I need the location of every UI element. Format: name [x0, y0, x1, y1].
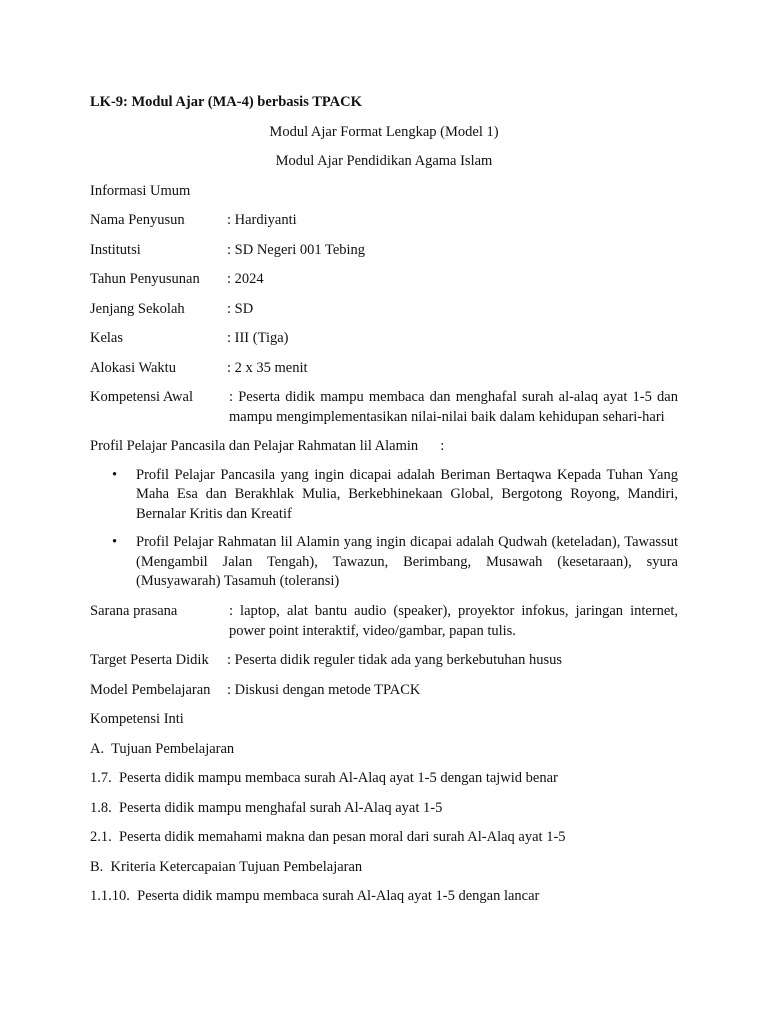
tujuan-pembelajaran-heading: A. Tujuan Pembelajaran: [90, 740, 235, 757]
field-kelas: [90, 329, 678, 349]
kriteria-item: 1.1.10. Peserta didik mampu membaca surah Al-Alaq ayat 1-5 dengan lancar: [90, 888, 540, 905]
list-item-text: Profil Pelajar Rahmatan lil Alamin yang ingin dicapai adalah Qudwah (keteladan), Tawassut (Mengambil Jalan Tengah), Tawazun, Berimbang, Musawah (kesetaraan), syura (Musyawarah) Tasamuh (toleransi): [136, 533, 678, 590]
field-label: Institutsi: [90, 241, 141, 258]
tujuan-item: 2.1. Peserta didik memahami makna dan pesan moral dari surah Al-Alaq ayat 1-5: [90, 829, 566, 846]
field-label: Model Pembelajaran: [90, 681, 211, 698]
profil-heading-colon: :: [440, 438, 445, 454]
bullet-icon: •: [112, 533, 118, 550]
list-item-text: Profil Pelajar Pancasila yang ingin dicapai adalah Beriman Bertaqwa Kepada Tuhan Yang Maha Esa dan Berakhlak Mulia, Berkebhinekaan Global, Bergotong Royong, Mandiri, Bernalar Kritis dan Kreatif: [136, 466, 678, 523]
list-item: [90, 466, 678, 525]
field-label: Kompetensi Awal: [90, 389, 193, 405]
field-nama-penyusun: [90, 211, 678, 231]
document-heading: LK-9: Modul Ajar (MA-4) berbasis TPACK: [90, 94, 362, 110]
module-subject-title: Modul Ajar Pendidikan Agama Islam: [275, 153, 493, 169]
document-page: [90, 93, 678, 907]
field-value: : Hardiyanti: [227, 212, 297, 228]
list-item: [90, 533, 678, 592]
field-value: : III (Tiga): [227, 330, 289, 346]
tujuan-item: 1.8. Peserta didik mampu menghafal surah Al-Alaq ayat 1-5: [90, 799, 443, 816]
field-value: : 2 x 35 menit: [227, 359, 308, 376]
field-value: : Peserta didik reguler tidak ada yang berkebutuhan husus: [227, 652, 563, 669]
profil-heading-text: Profil Pelajar Pancasila dan Pelajar Rahmatan lil Alamin: [90, 438, 419, 454]
field-label: Sarana prasana: [90, 603, 178, 620]
field-model-pembelajaran: [90, 681, 678, 701]
field-label: Tahun Penyusunan: [90, 271, 200, 287]
field-jenjang-sekolah: [90, 300, 678, 320]
section-kompetensi-inti: Kompetensi Inti: [90, 711, 184, 728]
tujuan-item: 1.7. Peserta didik mampu membaca surah Al-Alaq ayat 1-5 dengan tajwid benar: [90, 770, 558, 787]
field-value: : SD Negeri 001 Tebing: [227, 241, 366, 258]
bullet-icon: •: [112, 466, 118, 483]
field-label: Alokasi Waktu: [90, 359, 176, 376]
field-value: : SD: [227, 300, 254, 317]
field-target-peserta-didik: [90, 651, 678, 671]
field-label: Target Peserta Didik: [90, 652, 209, 669]
field-value: : Peserta didik mampu membaca dan menghafal surah al-alaq ayat 1-5 dan mampu mengimplementasikan nilai-nilai baik dalam kehidupan sehari-hari: [229, 389, 678, 425]
profil-bullet-list: [90, 466, 678, 593]
field-alokasi-waktu: [90, 359, 678, 379]
field-value: : laptop, alat bantu audio (speaker), proyektor infokus, jaringan internet, power point interaktif, video/gambar, papan tulis.: [229, 603, 678, 639]
section-informasi-umum: Informasi Umum: [90, 182, 191, 199]
field-institusi: [90, 241, 678, 261]
field-kompetensi-awal: [90, 388, 678, 427]
field-sarana-prasana: [90, 602, 678, 641]
module-format-title: Modul Ajar Format Lengkap (Model 1): [269, 123, 499, 140]
field-label: Nama Penyusun: [90, 212, 185, 228]
field-value: : Diskusi dengan metode TPACK: [227, 681, 421, 698]
field-label: Jenjang Sekolah: [90, 300, 185, 317]
kriteria-heading: B. Kriteria Ketercapaian Tujuan Pembelajaran: [90, 858, 363, 875]
field-tahun-penyusunan: [90, 270, 678, 290]
profil-heading: [90, 437, 678, 457]
field-value: : 2024: [227, 271, 264, 287]
field-label: Kelas: [90, 330, 124, 346]
